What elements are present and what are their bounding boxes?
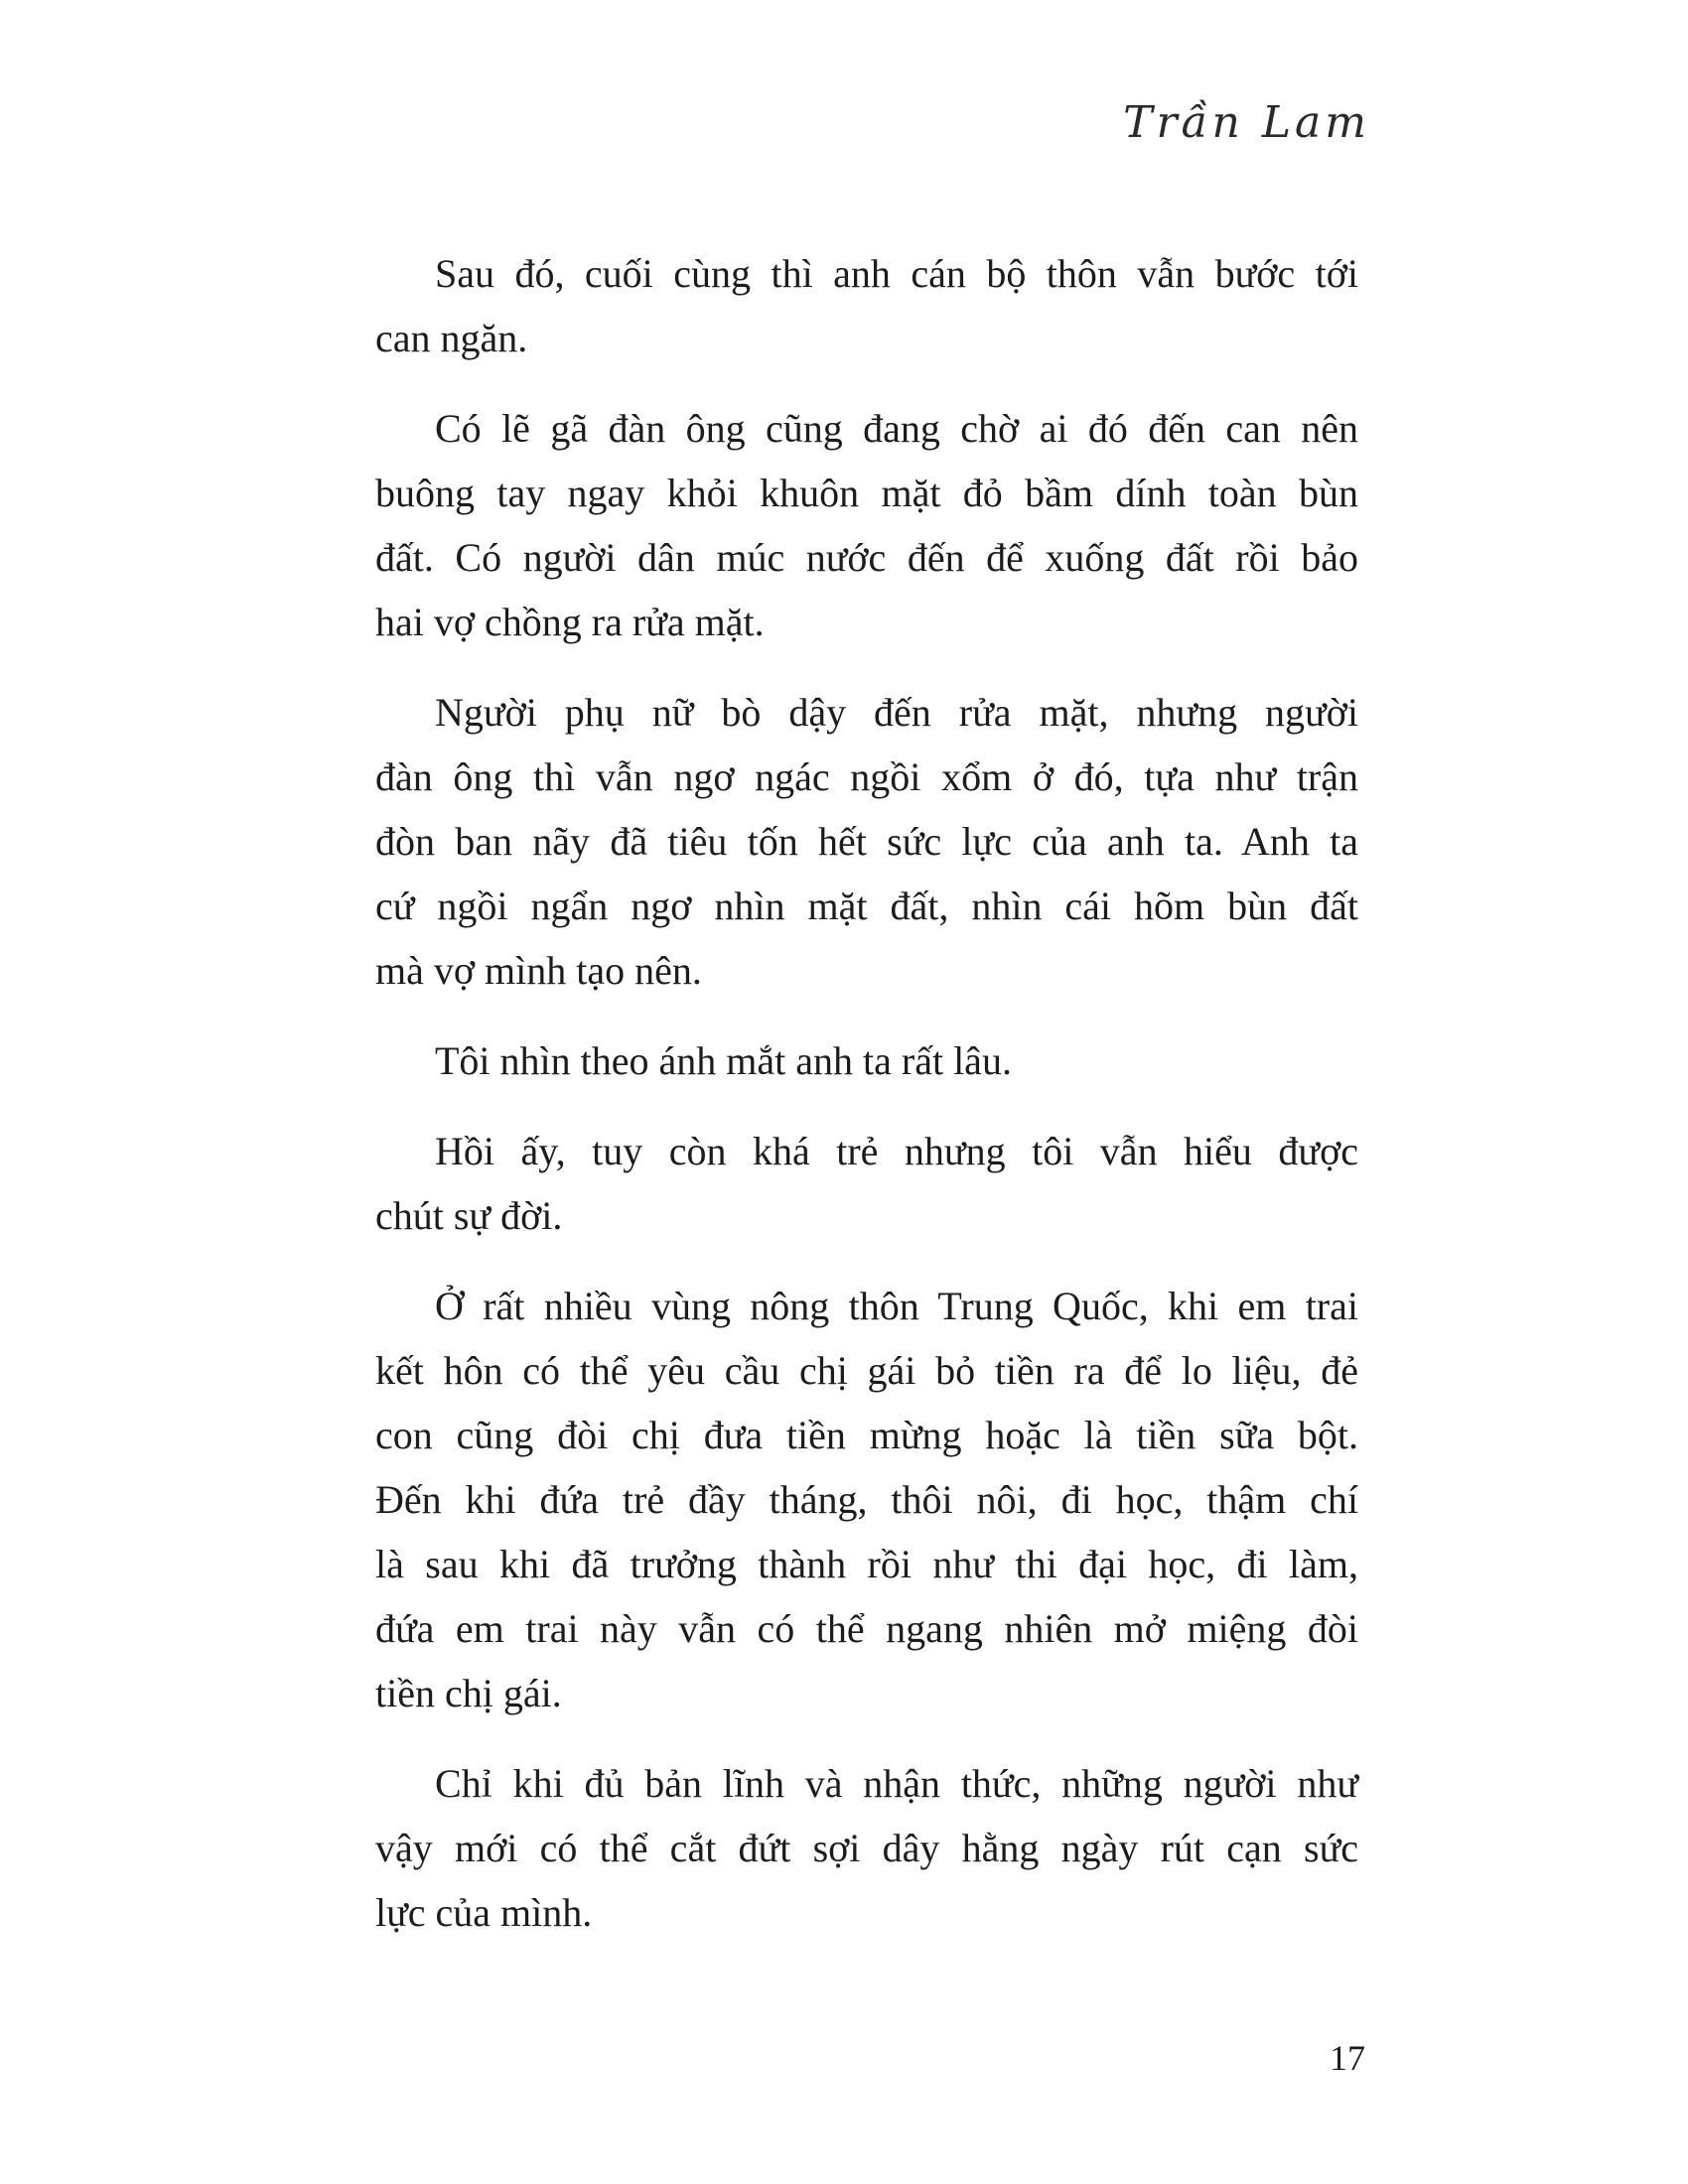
text-line: can ngăn.: [375, 316, 528, 360]
text-line: mà vợ mình tạo nên.: [375, 948, 702, 993]
paragraph: [375, 1751, 1358, 1945]
text-line: buông tay ngay khỏi khuôn mặt đỏ bầm dính toàn bùn: [375, 471, 1358, 515]
text-line: kết hôn có thể yêu cầu chị gái bỏ tiền ra để lo liệu, đẻ: [375, 1348, 1358, 1393]
text-line: Có lẽ gã đàn ông cũng đang chờ ai đó đến can nên: [435, 406, 1358, 451]
body-text: [375, 241, 1358, 1945]
running-head: Trần Lam: [1123, 97, 1370, 148]
paragraph: [375, 680, 1358, 1003]
text-line: Chỉ khi đủ bản lĩnh và nhận thức, những người như: [435, 1761, 1358, 1806]
page-number: 17: [1330, 2038, 1365, 2078]
paragraph: [375, 241, 1358, 370]
text-line: con cũng đòi chị đưa tiền mừng hoặc là tiền sữa bột.: [375, 1413, 1358, 1457]
text-line: Đến khi đứa trẻ đầy tháng, thôi nôi, đi học, thậm chí: [375, 1477, 1358, 1522]
text-line: Ở rất nhiều vùng nông thôn Trung Quốc, khi em trai: [435, 1284, 1358, 1328]
text-line: đất. Có người dân múc nước đến để xuống đất rồi bảo: [375, 535, 1358, 580]
paragraph: [375, 1028, 1358, 1093]
text-line: Sau đó, cuối cùng thì anh cán bộ thôn vẫn bước tới: [435, 251, 1358, 296]
text-line: đàn ông thì vẫn ngơ ngác ngồi xổm ở đó, tựa như trận: [375, 754, 1358, 799]
text-line: cứ ngồi ngẩn ngơ nhìn mặt đất, nhìn cái hõm bùn đất: [375, 884, 1358, 928]
text-line: vậy mới có thể cắt đứt sợi dây hằng ngày rút cạn sức: [375, 1826, 1358, 1870]
text-line: Người phụ nữ bò dậy đến rửa mặt, nhưng người: [435, 690, 1358, 735]
paragraph: [375, 1119, 1358, 1248]
text-line: lực của mình.: [375, 1890, 593, 1935]
paragraph: [375, 1274, 1358, 1725]
text-line: đòn ban nãy đã tiêu tốn hết sức lực của anh ta. Anh ta: [375, 819, 1358, 864]
text-line: chút sự đời.: [375, 1193, 563, 1238]
text-line: Tôi nhìn theo ánh mắt anh ta rất lâu.: [435, 1038, 1012, 1083]
text-line: tiền chị gái.: [375, 1671, 562, 1715]
text-line: đứa em trai này vẫn có thể ngang nhiên mở miệng đòi: [375, 1606, 1358, 1651]
text-line: hai vợ chồng ra rửa mặt.: [375, 600, 765, 644]
paragraph: [375, 396, 1358, 654]
text-line: Hồi ấy, tuy còn khá trẻ nhưng tôi vẫn hiểu được: [435, 1129, 1358, 1173]
text-line: là sau khi đã trưởng thành rồi như thi đại học, đi làm,: [375, 1542, 1358, 1586]
